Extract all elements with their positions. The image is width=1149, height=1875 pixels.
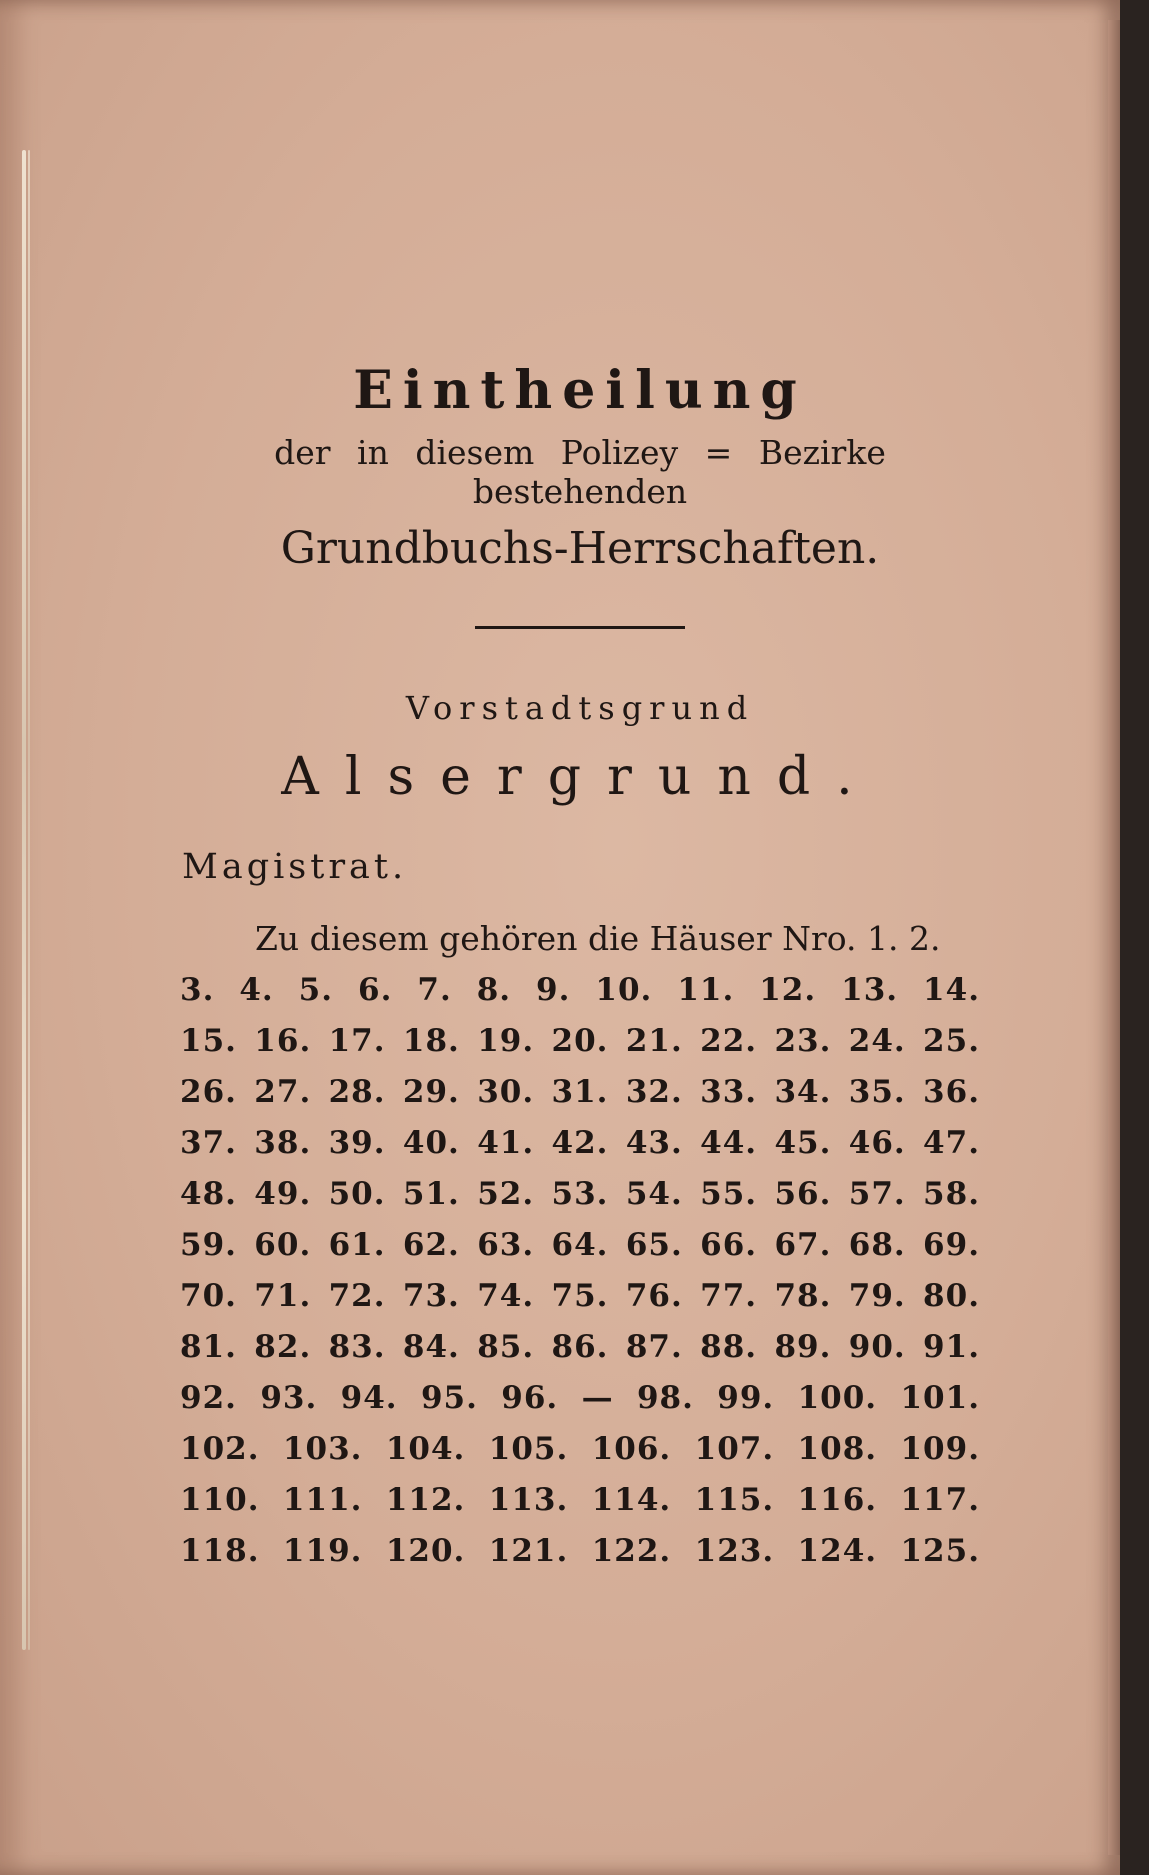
- house-number-line: 15. 16. 17. 18. 19. 20. 21. 22. 23. 24. 25.: [180, 1023, 980, 1059]
- house-number-line: 37. 38. 39. 40. 41. 42. 43. 44. 45. 46. 47.: [180, 1125, 980, 1161]
- page-subtitle: der in diesem Polizey = Bezirke bestehenden: [274, 433, 886, 511]
- house-number-line: 110. 111. 112. 113. 114. 115. 116. 117.: [180, 1482, 980, 1518]
- binding-thread: [22, 150, 26, 1650]
- house-number-line: 48. 49. 50. 51. 52. 53. 54. 55. 56. 57. 58.: [180, 1176, 980, 1212]
- house-number-line: 92. 93. 94. 95. 96. — 98. 99. 100. 101.: [180, 1380, 980, 1416]
- house-number-line: 81. 82. 83. 84. 85. 86. 87. 88. 89. 90. 91.: [180, 1329, 980, 1365]
- house-number-line: 26. 27. 28. 29. 30. 31. 32. 33. 34. 35. 36.: [180, 1074, 980, 1110]
- page-content: [180, 360, 980, 1577]
- house-number-line: 102. 103. 104. 105. 106. 107. 108. 109.: [180, 1431, 980, 1467]
- house-number-list: [180, 965, 980, 1577]
- section-title: Magistrat.: [182, 847, 408, 887]
- binding-thread-secondary: [28, 150, 30, 1650]
- page-edge: [1108, 20, 1120, 1855]
- house-number-line: 70. 71. 72. 73. 74. 75. 76. 77. 78. 79. 80.: [180, 1278, 980, 1314]
- district-label: Vorstadtsgrund: [405, 689, 755, 727]
- house-number-line: 59. 60. 61. 62. 63. 64. 65. 66. 67. 68. 69.: [180, 1227, 980, 1263]
- house-number-line: 3. 4. 5. 6. 7. 8. 9. 10. 11. 12. 13. 14.: [180, 972, 980, 1008]
- district-name: Alsergrund.: [281, 747, 879, 807]
- section-intro: Zu diesem gehören die Häuser Nro. 1. 2.: [255, 919, 941, 958]
- house-number-line: 118. 119. 120. 121. 122. 123. 124. 125.: [180, 1533, 980, 1569]
- divider-rule: [475, 626, 685, 629]
- page-title: Eintheilung: [353, 360, 807, 421]
- page-subtitle-line2: Grundbuchs-Herrschaften.: [280, 523, 880, 574]
